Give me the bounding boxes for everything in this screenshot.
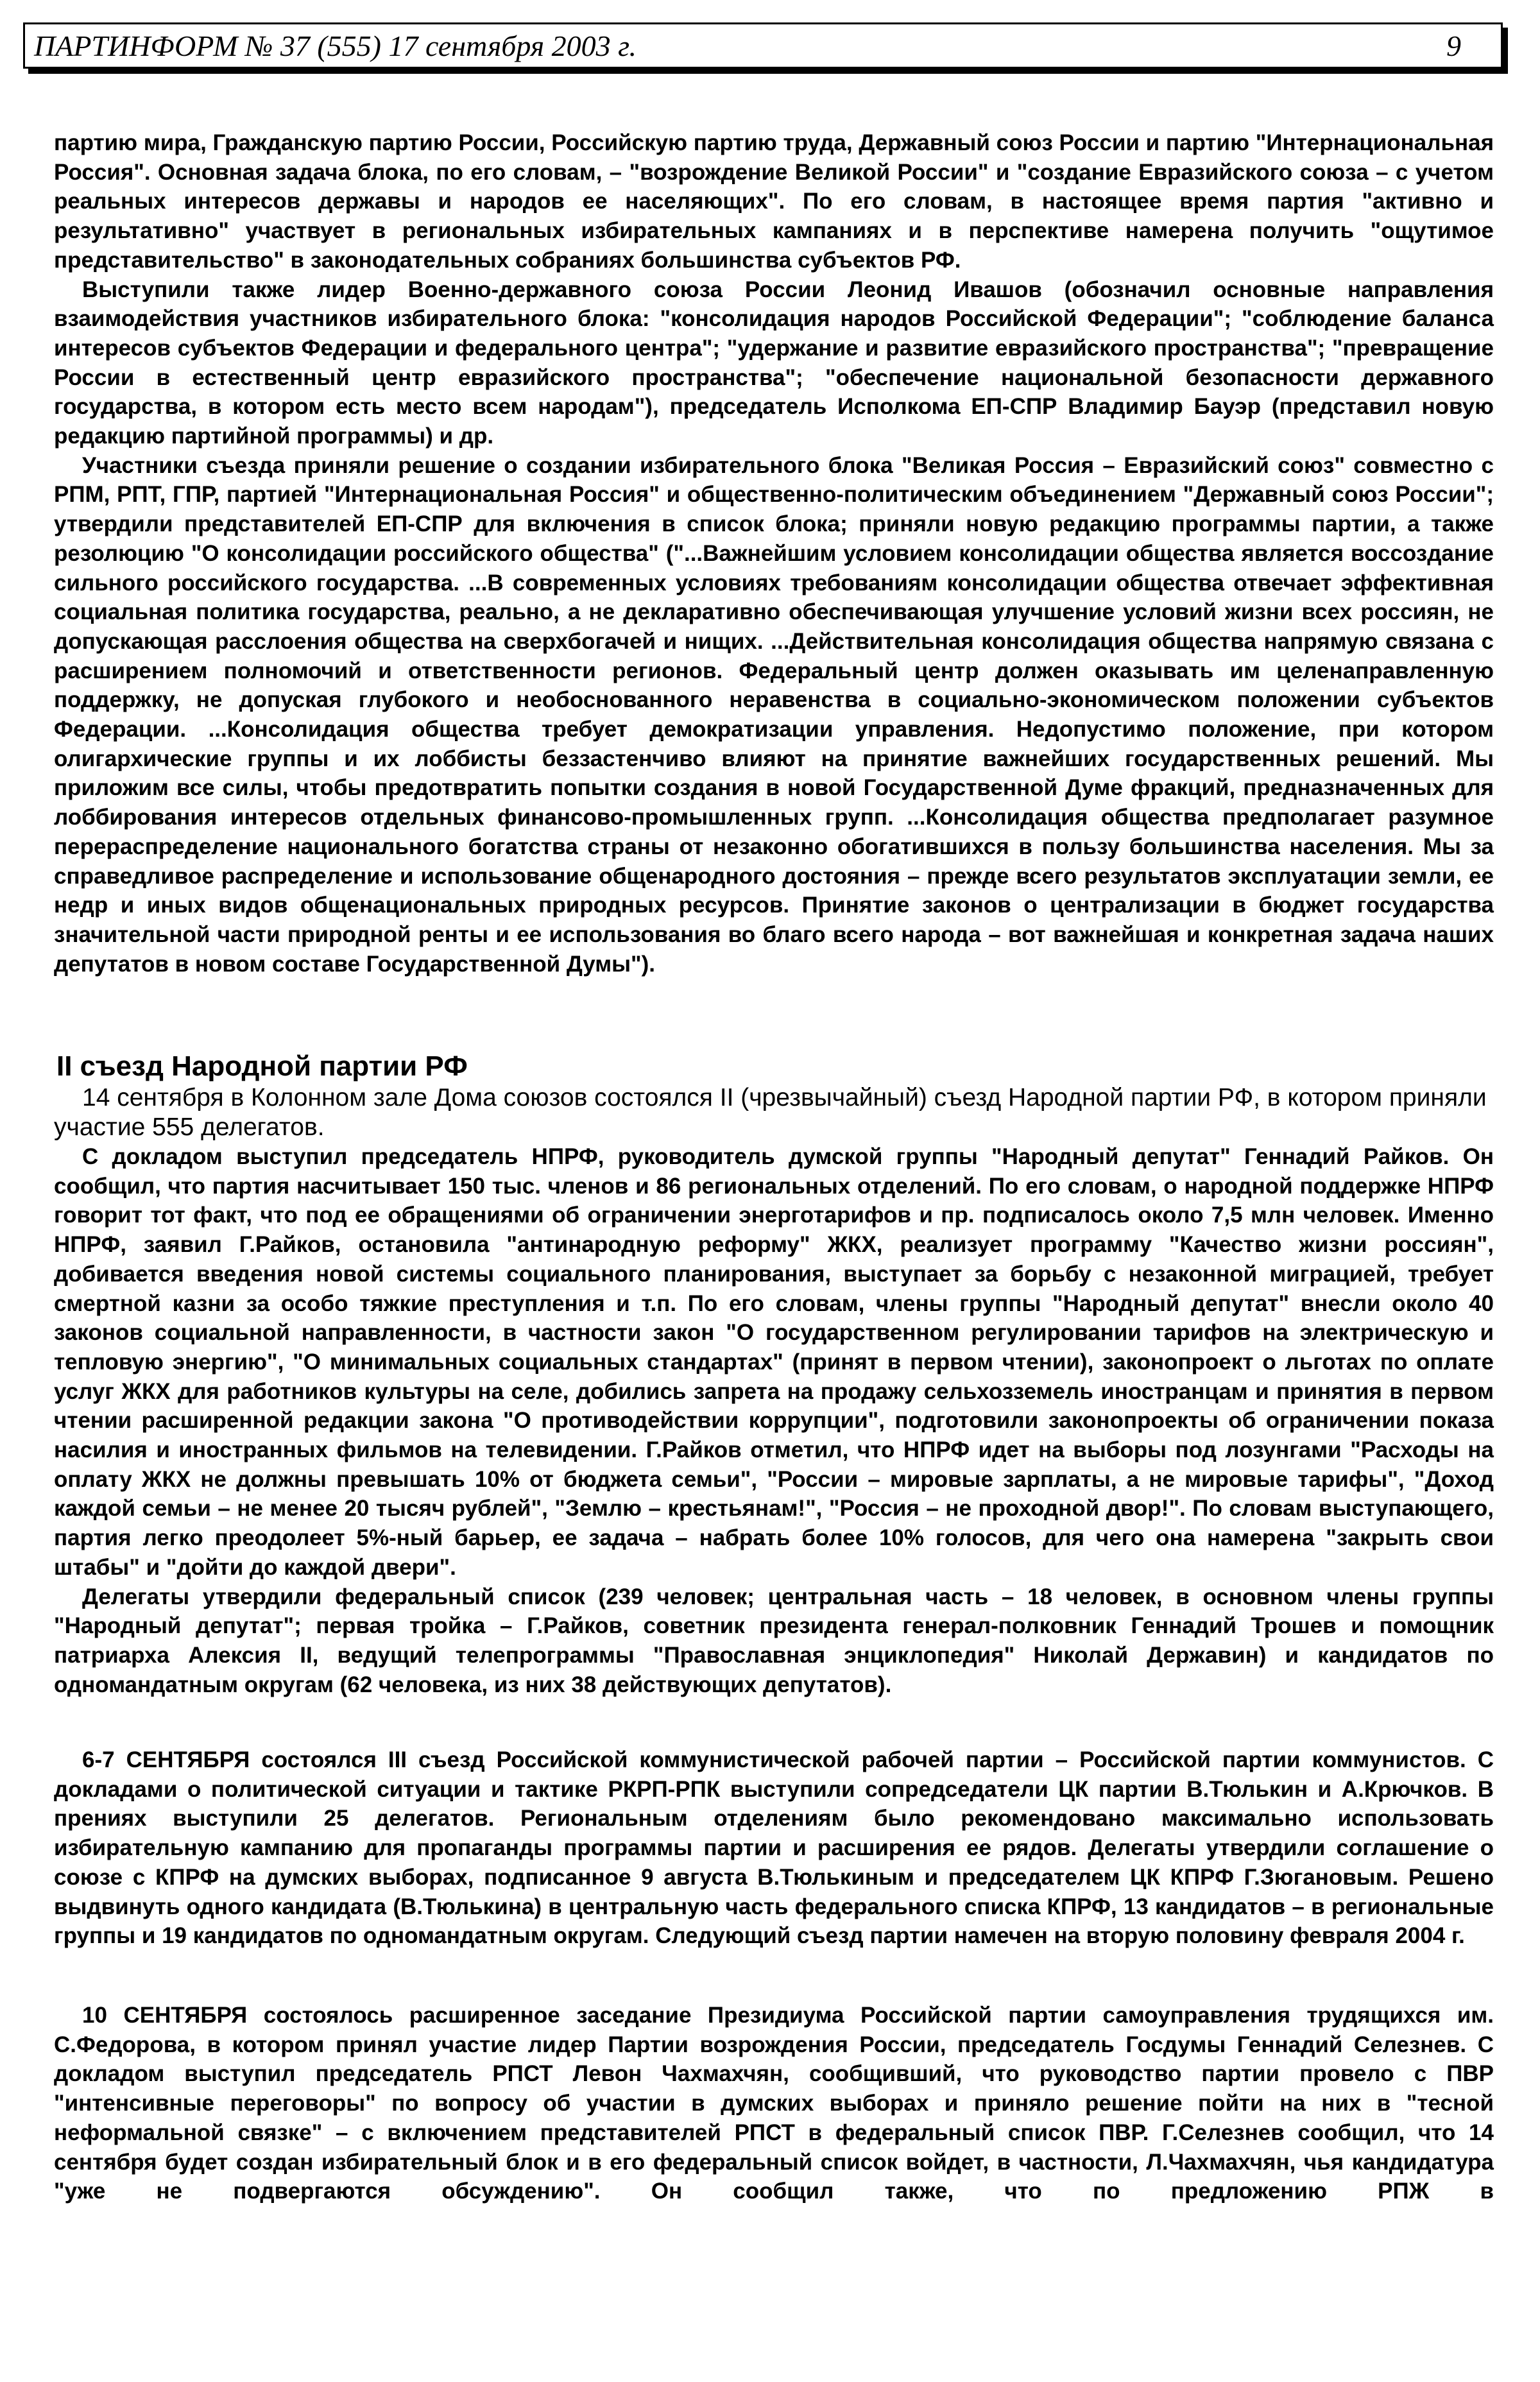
paragraph: Участники съезда приняли решение о создании избирательного блока "Великая Россия – Евразийский союз" совместно с РПМ, РПТ, ГПР, партией "Интернациональная Россия" и общественно-политическим объединением "Державный союз России"; утвердили представителей ЕП-СПР для включения в список блока; приняли новую редакцию программы партии, а также резолюцию "О консолидации российского общества" ("...Важнейшим условием консолидации общества является воссоздание сильного российского государства. ...В современных условиях требованиям консолидации общества отвечает эффективная социальная политика государства, реально, а не декларативно обеспечивающая улучшение условий жизни всех россиян, не допускающая расслоения общества на сверхбогачей и нищих. ...Действительная консолидация общества напрямую связана с расширением полномочий и ответственности регионов. Федеральный центр должен оказывать им целенаправленную поддержку, не допуская глубокого и необоснованного неравенства в социально-экономическом положении субъектов Федерации. ...Консолидация общества требует демократизации управления. Недопустимо положение, при котором олигархические группы и их лоббисты беззастенчиво влияют на принятие важнейших государственных решений. Мы приложим все силы, чтобы предотвратить попытки создания в новой Государственной Думе фракций, предназначенных для лоббирования интересов отдельных финансово-промышленных групп. ...Консолидация общества предполагает разумное перераспределение национального богатства страны от незаконно обогатившихся в пользу большинства населения. Мы за справедливое распределение и использование общенародного достояния – прежде всего результатов эксплуатации земли, ее недр и иных видов общенациональных природных ресурсов. Принятие законов о централизации в бюджет государства значительной части природной ренты и ее использования во благо всего народа – вот важнейшая и конкретная задача наших депутатов в новом составе Государственной Думы").	[54, 452, 1494, 977]
section-rkrp-congress	[54, 1745, 1494, 1951]
paragraph-text: состоялось расширенное заседание Президиума Российской партии самоуправления трудящихся им. С.Федорова, в котором принял участие лидер Партии возрождения России, председатель Госдумы Геннадий Селезнев. С докладом выступил председатель РПСТ Левон Чахмахчян, сообщивший, что руководство партии провело с ПВР "интенсивные переговоры" по вопросу об участии в думских выборах и приняло решение пойти на них в "тесной неформальной связке" – с включением представителей РПСТ в федеральный список ПВР. Г.Селезнев сообщил, что 14 сентября будет создан избирательный блок и в его федеральный список войдет, в частности, Л.Чахмахчян, чья кандидатура "уже не подвергаются обсуждению". Он сообщил также, что по предложению РПЖ в	[54, 2003, 1494, 2204]
date-label: 10 СЕНТЯБРЯ	[82, 2003, 248, 2028]
page-number: 9	[1446, 30, 1461, 62]
paragraph: Выступили также лидер Военно-державного союза России Леонид Ивашов (обозначил основные направления взаимодействия участников избирательного блока: "консолидация народов Российской Федерации"; "соблюдение баланса интересов субъектов Федерации и федерального центра"; "удержание и развитие евразийского пространства"; "превращение России в естественный центр евразийского пространства"; "обеспечение национальной безопасности державного государства, в котором есть место всем народам"), председатель Исполкома ЕП-СПР Владимир Бауэр (представил новую редакцию партийной программы) и др.	[54, 277, 1494, 449]
paragraph	[54, 2001, 1494, 2206]
lead-paragraph: 14 сентября в Колонном зале Дома союзов состоялся II (чрезвычайный) съезд Народной партии РФ, в котором приняли участие 555 делегатов.	[54, 1084, 1487, 1141]
paragraph-text: состоялся III съезд Российской коммунистической рабочей партии – Российской партии коммунистов. С докладами о политической ситуации и тактике РКРП-РПК выступили сопредседатели ЦК партии В.Тюлькин и А.Крючков. В прениях выступили 25 делегатов. Региональным отделениям было рекомендовано максимально использовать избирательную кампанию для пропаганды программы партии и расширения ее рядов. Делегаты утвердили соглашение о союзе с КПРФ на думских выборах, подписанное 9 августа В.Тюлькиным и председателем ЦК КПРФ Г.Зюгановым. Решено выдвинуть одного кандидата (В.Тюлькина) в центральную часть федерального списка КПРФ, 13 кандидатов – в региональные группы и 19 кандидатов по одномандатным округам. Следующий съезд партии намечен на вторую половину февраля 2004 г.	[54, 1747, 1494, 1949]
paragraph	[54, 1745, 1494, 1951]
section-heading: II съезд Народной партии РФ	[56, 1050, 468, 1082]
section-people-party-congress	[54, 1050, 1494, 1699]
publication-title: ПАРТИНФОРМ № 37 (555) 17 сентября 2003 г.	[34, 30, 637, 62]
paragraph: Делегаты утвердили федеральный список (239 человек; центральная часть – 18 человек, в основном члены группы "Народный депутат"; первая тройка – Г.Райков, советник президента генерал-полковник Геннадий Трошев и помощник патриарха Алексия II, ведущий телепрограммы "Православная энциклопедия" Николай Державин) и кандидатов по одномандатным округам (62 человека, из них 38 действующих депутатов).	[54, 1584, 1494, 1697]
section-congress-continuation	[54, 128, 1494, 979]
paragraph: партию мира, Гражданскую партию России, Российскую партию труда, Державный союз России и партию "Интернациональная Россия". Основная задача блока, по его словам, – "возрождение Великой России" и "создание Евразийского союза – с учетом реальных интересов державы и народов ее населяющих". По его словам, в настоящее время партия "активно и результативно" участвует в региональных избирательных кампаниях и в перспективе намерена получить "ощутимое представительство" в законодательных собраниях большинства субъектов РФ.	[54, 130, 1494, 273]
date-label: 6-7 СЕНТЯБРЯ	[82, 1747, 250, 1772]
page-header	[23, 22, 1503, 69]
paragraph: С докладом выступил председатель НПРФ, руководитель думской группы "Народный депутат" Геннадий Райков. Он сообщил, что партия насчитывает 150 тыс. членов и 86 региональных отделений. По его словам, о народной поддержке НПРФ говорит тот факт, что под ее обращениями об ограничении энерготарифов и пр. подписалось около 7,5 млн человек. Именно НПРФ, заявил Г.Райков, остановила "антинародную реформу" ЖКХ, реализует программу "Качество жизни россиян", добивается введения новой системы социального планирования, выступает за борьбу с незаконной миграцией, требует смертной казни за особо тяжкие преступления и т.п. По его словам, члены группы "Народный депутат" внесли около 40 законов социальной направленности, в частности закон "О государственном регулировании тарифов на электрическую и тепловую энергию", "О минимальных социальных стандартах" (принят в первом чтении), законопроект о льготах по оплате услуг ЖКХ для работников культуры на селе, добились запрета на продажу сельхозземель иностранцам и принятия в первом чтении расширенной редакции закона "О противодействии коррупции", подготовили законопроекты об ограничении показа насилия и иностранных фильмов на телевидении. Г.Райков отметил, что НПРФ идет на выборы под лозунгами "Расходы на оплату ЖКХ не должны превышать 10% от бюджета семьи", "России – мировые зарплаты, а не мировые тарифы", "Доход каждой семьи – не менее 20 тысяч рублей", "Землю – крестьянам!", "Россия – не проходной двор!". По словам выступающего, партия легко преодолеет 5%-ный барьер, ее задача – набрать более 10% голосов, для чего она намерена "закрыть свои штабы" и "дойти до каждой двери".	[54, 1144, 1494, 1580]
section-rpst-meeting	[54, 2001, 1494, 2206]
